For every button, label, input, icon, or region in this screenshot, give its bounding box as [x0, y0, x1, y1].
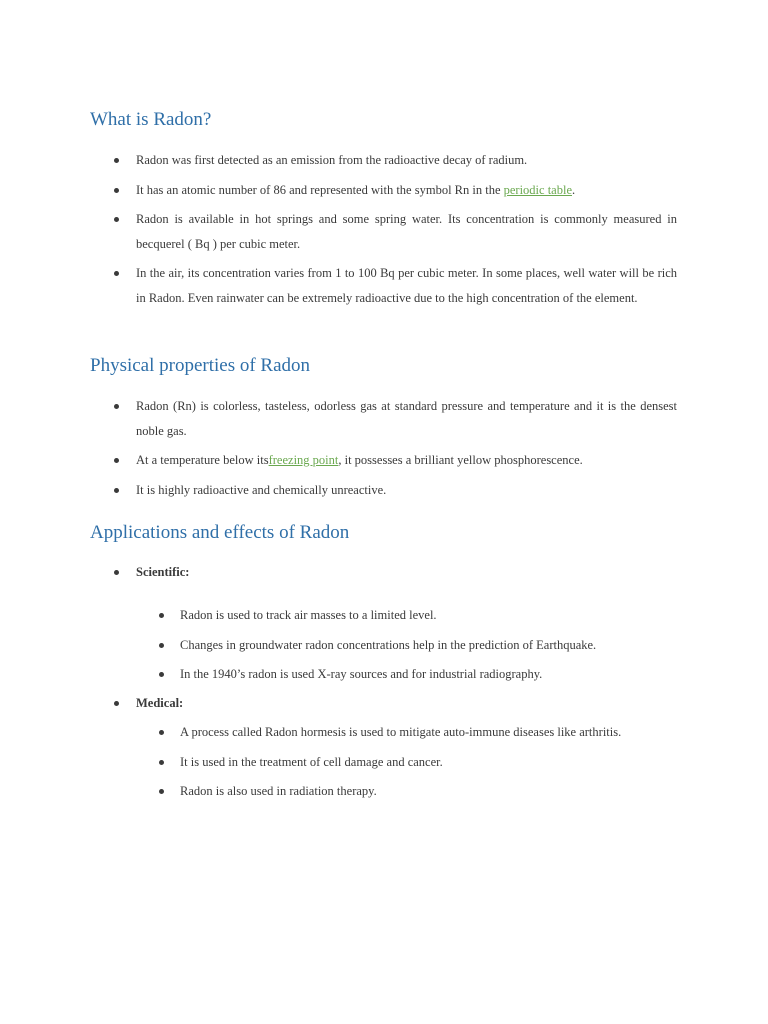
list-item	[0, 633, 768, 658]
list-item-text: A process called Radon hormesis is used to mitigate auto-immune diseases like arthritis.	[180, 725, 622, 739]
list-item-text: Radon is also used in radiation therapy.	[180, 784, 377, 798]
list-item-text: In the air, its concentration varies from 1 to 100 Bq per cubic meter. In some places, well water will be rich in Radon. Even rainwater can be extremely radioactive due to the high concentration of the element.	[136, 266, 677, 305]
bullet-icon	[159, 730, 164, 735]
periodic-table-link[interactable]: periodic table	[503, 182, 572, 197]
group-list-medical	[0, 691, 768, 716]
group-list-scientific	[0, 560, 768, 585]
list-item-text: .	[572, 182, 576, 197]
bullet-icon	[114, 404, 119, 409]
list-item-text: , it possesses a brilliant yellow phosphorescence.	[338, 453, 583, 467]
list-item-text: Radon is used to track air masses to a limited level.	[180, 608, 437, 622]
list-item	[0, 662, 768, 687]
bullet-list-what-is-radon	[0, 148, 768, 310]
list-item	[0, 178, 768, 203]
bullet-icon	[159, 672, 164, 677]
list-item	[0, 779, 768, 804]
bullet-icon	[114, 488, 119, 493]
bullet-icon	[114, 158, 119, 163]
list-item	[0, 603, 768, 628]
list-item-text: Radon is available in hot springs and some spring water. Its concentration is commonly measured in becquerel ( Bq ) per cubic meter.	[136, 212, 677, 251]
section-heading-applications: Applications and effects of Radon	[90, 522, 350, 543]
section-heading-what-is-radon: What is Radon?	[90, 109, 212, 130]
list-item	[0, 448, 768, 473]
list-item-text: Radon (Rn) is colorless, tasteless, odorless gas at standard pressure and temperature and it is the densest noble gas.	[136, 399, 677, 438]
bullet-icon	[114, 188, 119, 193]
list-item	[0, 148, 768, 173]
bullet-icon	[114, 570, 119, 575]
list-item	[0, 750, 768, 775]
bullet-list-physical-properties	[0, 394, 768, 502]
group-label: Medical:	[136, 696, 184, 710]
list-item-text: Changes in groundwater radon concentrations help in the prediction of Earthquake.	[180, 637, 597, 652]
group-label: Scientific:	[136, 565, 190, 579]
list-item	[0, 207, 768, 256]
list-item-text: At a temperature below its	[136, 453, 269, 467]
list-item-text: It has an atomic number of 86 and represented with the symbol Rn in the	[136, 182, 504, 197]
sub-list-medical	[0, 720, 768, 804]
freezing-point-link[interactable]: freezing point	[268, 453, 339, 467]
bullet-icon	[159, 760, 164, 765]
bullet-icon	[114, 271, 119, 276]
group-item-medical	[0, 691, 768, 716]
list-item-text: In the 1940’s radon is used X-ray sources and for industrial radiography.	[180, 667, 543, 681]
bullet-icon	[114, 217, 119, 222]
list-item-text: It is highly radioactive and chemically unreactive.	[136, 482, 387, 497]
bullet-icon	[159, 613, 164, 618]
list-item-text: Radon was first detected as an emission from the radioactive decay of radium.	[136, 153, 528, 167]
section-heading-physical-properties: Physical properties of Radon	[90, 355, 311, 376]
bullet-icon	[114, 458, 119, 463]
list-item	[0, 478, 768, 503]
bullet-icon	[159, 789, 164, 794]
sub-list-scientific	[0, 603, 768, 687]
bullet-icon	[159, 643, 164, 648]
bullet-icon	[114, 701, 119, 706]
list-item	[0, 394, 768, 443]
list-item	[0, 261, 768, 310]
list-item-text: It is used in the treatment of cell damage and cancer.	[180, 754, 443, 769]
group-item-scientific	[0, 560, 768, 585]
list-item	[0, 720, 768, 745]
